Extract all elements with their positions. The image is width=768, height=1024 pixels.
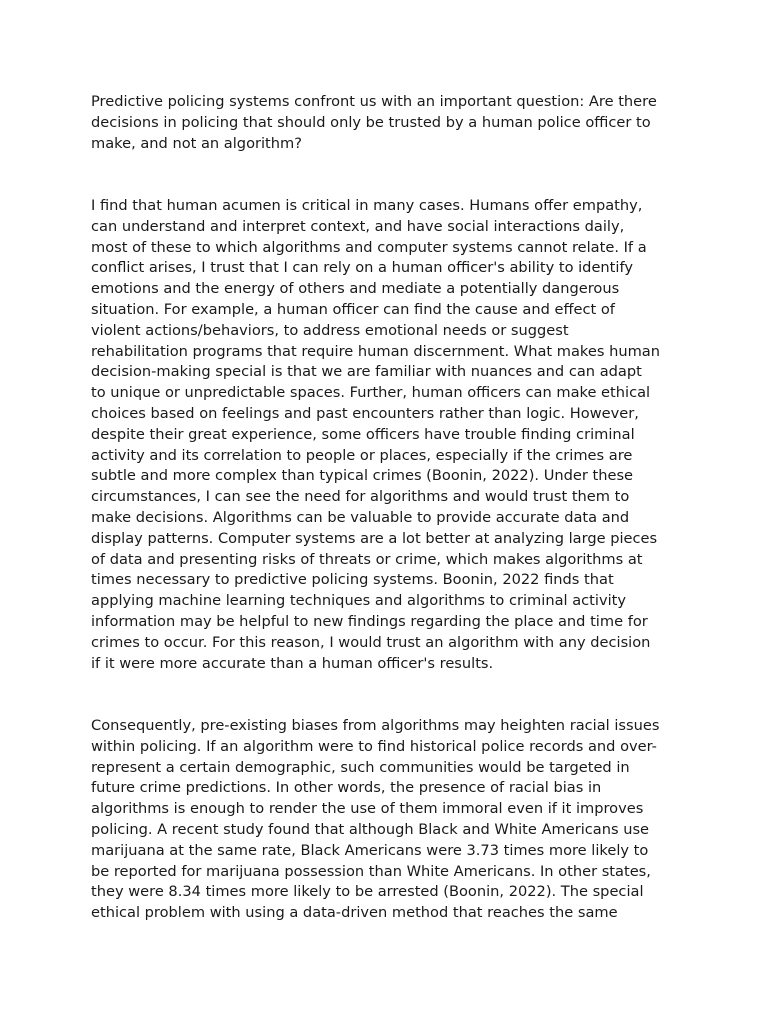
text-line: decision-making special is that we are familiar with nuances and can adapt	[91, 363, 642, 381]
text-line: decisions in policing that should only be trusted by a human police officer to	[91, 113, 651, 131]
text-line: Consequently, pre-existing biases from algorithms may heighten racial issues	[91, 717, 660, 734]
text-line: policing. A recent study found that although Black and White Americans use	[91, 820, 650, 838]
text-line: they were 8.34 times more likely to be arrested (Boonin, 2022). The special	[91, 883, 644, 901]
paragraph-intro-question	[91, 92, 657, 154]
text-line: of data and presenting risks of threats or crime, which makes algorithms at	[91, 550, 643, 568]
text-line: make decisions. Algorithms can be valuable to provide accurate data and	[91, 508, 630, 526]
text-line: crimes to occur. For this reason, I would trust an algorithm with any decision	[91, 633, 651, 651]
text-line: most of these to which algorithms and computer systems cannot relate. If a	[91, 238, 647, 256]
text-line: emotions and the energy of others and mediate a potentially dangerous	[91, 280, 620, 298]
paragraph-human-acumen	[91, 196, 660, 674]
text-line: subtle and more complex than typical crimes (Boonin, 2022). Under these	[91, 467, 634, 485]
text-line: information may be helpful to new findings regarding the place and time for	[91, 612, 648, 630]
text-line: ethical problem with using a data-driven method that reaches the same	[91, 904, 618, 922]
text-line: algorithms is enough to render the use of them immoral even if it improves	[91, 800, 644, 818]
text-line: make, and not an algorithm?	[91, 134, 302, 152]
text-line: circumstances, I can see the need for algorithms and would trust them to	[91, 488, 630, 506]
text-line: violent actions/behaviors, to address emotional needs or suggest	[91, 321, 569, 339]
text-line: can understand and interpret context, and have social interactions daily,	[91, 217, 625, 235]
text-line: future crime predictions. In other words, the presence of racial bias in	[91, 779, 602, 797]
text-line: to unique or unpredictable spaces. Further, human officers can make ethical	[91, 384, 651, 402]
text-line: despite their great experience, some officers have trouble finding criminal	[91, 425, 635, 443]
text-line: if it were more accurate than a human officer's results.	[91, 654, 494, 672]
text-line: situation. For example, a human officer can find the cause and effect of	[91, 300, 615, 318]
text-line: applying machine learning techniques and algorithms to criminal activity	[91, 592, 626, 610]
text-line: rehabilitation programs that require human discernment. What makes human	[91, 342, 660, 360]
text-line: choices based on feelings and past encounters rather than logic. However,	[91, 404, 639, 422]
text-line: be reported for marijuana possession than White Americans. In other states,	[91, 862, 651, 880]
text-line: activity and its correlation to people or places, especially if the crimes are	[91, 446, 633, 464]
text-line: I find that human acumen is critical in many cases. Humans offer empathy,	[91, 197, 643, 214]
text-line: marijuana at the same rate, Black Americans were 3.73 times more likely to	[91, 841, 649, 859]
text-line: Predictive policing systems confront us with an important question: Are there	[91, 93, 657, 110]
text-line: display patterns. Computer systems are a lot better at analyzing large pieces	[91, 529, 658, 547]
paragraph-algorithmic-bias	[91, 716, 659, 924]
text-line: represent a certain demographic, such communities would be targeted in	[91, 758, 630, 776]
text-line: within policing. If an algorithm were to find historical police records and over-	[91, 737, 657, 755]
text-line: conflict arises, I trust that I can rely on a human officer's ability to identify	[91, 259, 633, 277]
text-line: times necessary to predictive policing systems. Boonin, 2022 finds that	[91, 571, 614, 589]
